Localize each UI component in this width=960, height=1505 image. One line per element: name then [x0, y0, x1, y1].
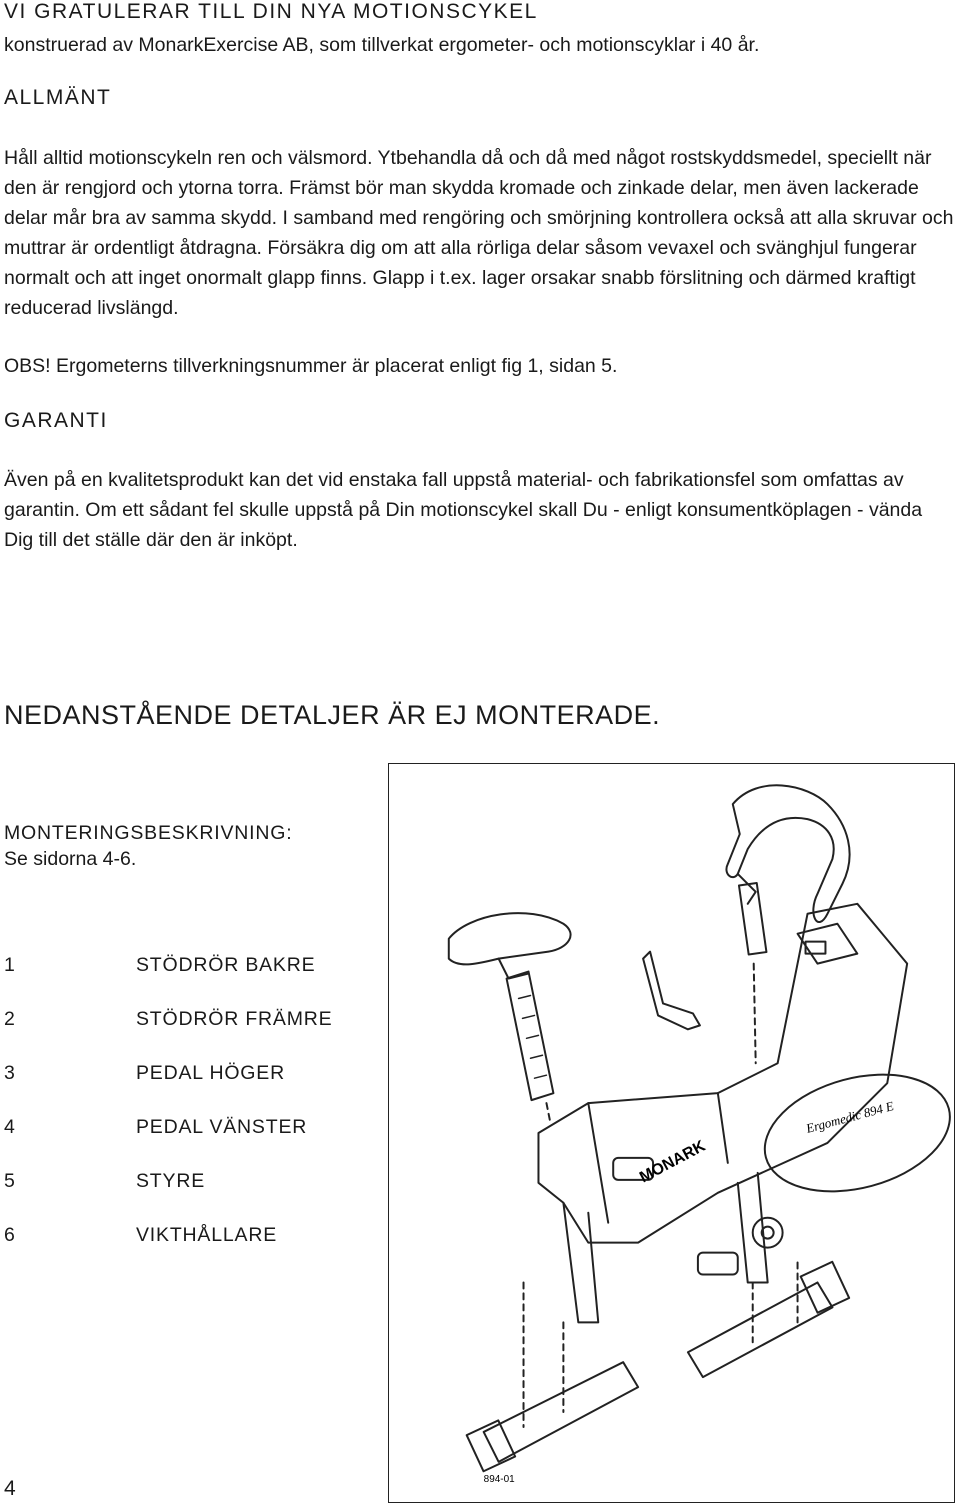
page-number: 4 — [4, 1477, 16, 1500]
section-heading-garanti: GARANTI — [4, 409, 108, 432]
assembly-reference: Se sidorna 4-6. — [4, 848, 137, 870]
handlebar-drawing — [726, 785, 849, 922]
page-title: VI GRATULERAR TILL DIN NYA MOTIONSCYKEL — [4, 0, 538, 23]
part-number: 2 — [4, 1008, 16, 1030]
part-name: PEDAL HÖGER — [136, 1062, 285, 1084]
part-name: VIKTHÅLLARE — [136, 1224, 278, 1246]
allmant-paragraph: Håll alltid motionscykeln ren och välsmord. Ytbehandla då och då med något rostskyddsmedel, speciellt när den är rengjord och ytorna torra. Främst bör man skydda kromade och zinkade delar, men även lackerade delar mår bra av samma skydd. I samband med rengöring och smörjning kontrollera också att alla skruvar och muttrar är ordentligt åtdragna. Försäkra dig om att alla rörliga delar såsom vevaxel och svänghjul fungerar normalt och att inget onormalt glapp finns. Glapp i t.ex. lager orsakar snabb förslitning och därmed kraftigt reducerad livslängd. — [4, 147, 954, 319]
exercise-bike-drawing — [389, 764, 954, 1502]
part-name: STYRE — [136, 1170, 206, 1192]
brand-label: MONARK — [636, 1137, 709, 1187]
part-name: PEDAL VÄNSTER — [136, 1116, 308, 1138]
part-number: 3 — [4, 1062, 16, 1084]
part-number: 4 — [4, 1116, 16, 1138]
seat-post — [507, 972, 554, 1101]
rear-support-tube — [484, 1362, 638, 1462]
pedal-left — [698, 1253, 738, 1275]
exploded-view-figure — [388, 763, 955, 1503]
assembly-heading: MONTERINGSBESKRIVNING: — [4, 822, 293, 844]
flywheel-housing — [752, 1056, 954, 1211]
garanti-paragraph: Även på en kvalitetsprodukt kan det vid enstaka fall uppstå material- och fabrikationsfel som omfattas av garantin. Om ett sådant fel skulle uppstå på Din motionscykel skall Du - enligt konsumentköplagen - vända Dig till det ställe där den är inköpt. — [4, 469, 923, 551]
part-number: 1 — [4, 954, 16, 976]
part-name: STÖDRÖR BAKRE — [136, 954, 316, 976]
part-name: STÖDRÖR FRÄMRE — [136, 1008, 333, 1030]
console-drawing — [798, 924, 858, 964]
intro-text: konstruerad av MonarkExercise AB, som tillverkat ergometer- och motionscyklar i 40 år. — [4, 34, 760, 56]
handlebar-stem — [739, 883, 766, 955]
unassembled-heading: NEDANSTÅENDE DETALJER ÄR EJ MONTERADE. — [4, 700, 661, 730]
model-label: Ergomedic 894 E — [804, 1098, 896, 1136]
saddle-drawing — [449, 913, 571, 964]
obs-note: OBS! Ergometerns tillverkningsnummer är placerat enligt fig 1, sidan 5. — [4, 355, 618, 377]
part-number: 6 — [4, 1224, 16, 1246]
section-heading-allmant: ALLMÄNT — [4, 86, 112, 109]
figure-code: 894-01 — [483, 1473, 515, 1485]
weight-holder — [643, 952, 700, 1030]
part-number: 5 — [4, 1170, 16, 1192]
